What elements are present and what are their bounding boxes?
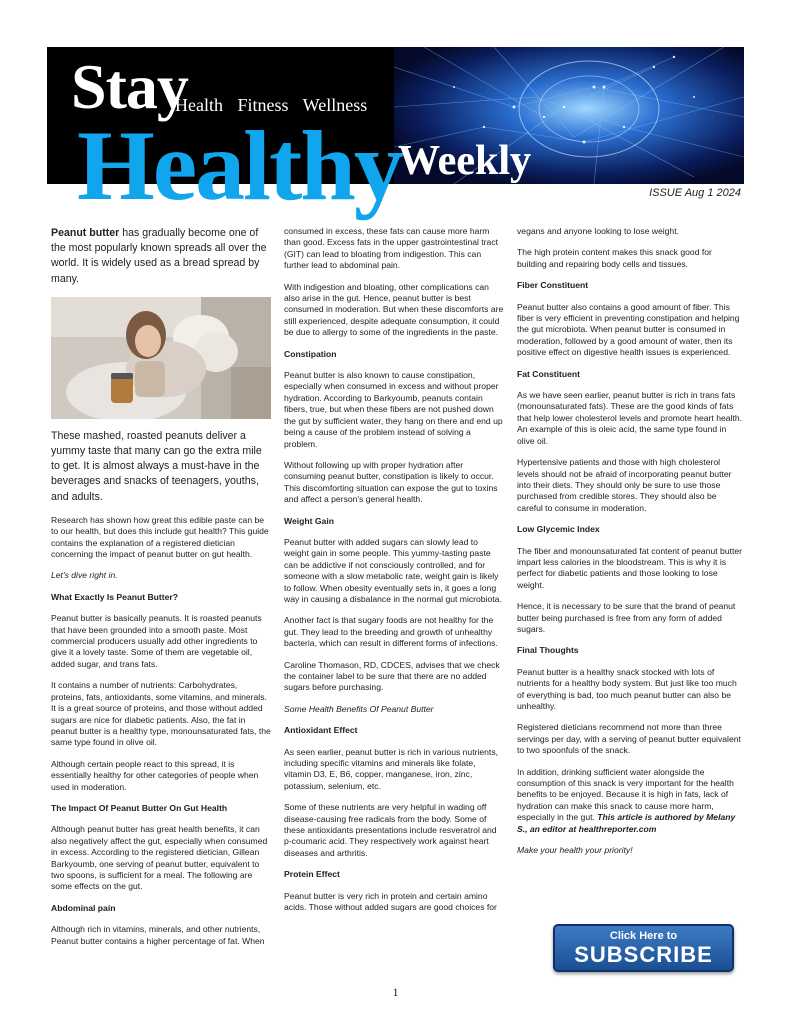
paragraph xyxy=(517,767,743,835)
paragraph: As we have seen earlier, peanut butter is rich in trans fats (monounsaturated fats). These are the good kinds of fats that help lower cholesterol levels and promote heart health. An example of this is oleic acid, the same type found in olive oil. xyxy=(517,390,743,446)
column-2 xyxy=(284,226,505,924)
subscribe-button[interactable] xyxy=(553,924,734,972)
paragraph: Hypertensive patients and those with high cholesterol levels should not be afraid of incorporating peanut butter into their diets. They should only be sure to use those purchased from credible stores. They should also be careful to consume in moderation. xyxy=(517,457,732,513)
paragraph: Peanut butter is very rich in protein and certain amino acids. Those without added sugars are good choices for xyxy=(284,890,497,913)
lead-paragraph xyxy=(51,226,272,287)
paragraph: With indigestion and bloating, other complications can also arise in the gut. Hence, peanut butter is best consumed in moderation. But when these discomforts are still experienced, despite adequate consumption, it could be due to allergy to some of the ingredients in the paste. xyxy=(284,281,504,338)
subscribe-line-1: Click Here to xyxy=(609,930,678,942)
paragraph: Another fact is that sugary foods are not healthy for the gut. They lead to the breeding and growth of unhealthy bacteria, which can result in different forms of infections. xyxy=(284,615,498,649)
section-heading: Fiber Constituent xyxy=(517,280,589,291)
section-heading: What Exactly Is Peanut Butter? xyxy=(51,591,179,602)
subheading-italic: Some Health Benefits Of Peanut Butter xyxy=(284,703,434,714)
lead-rest: has gradually become one of the most popularly known spreads all over the world. It is widely used as a bread spread by many. xyxy=(51,227,267,285)
closing-line: Make your health your priority! xyxy=(517,845,633,856)
lead-paragraph-2: These mashed, roasted peanuts deliver a yummy taste that many can go the extra mile to get. It is almost always a must-have in the beverages and snacks of teenagers, youths, and adults. xyxy=(51,429,262,503)
paragraph: Registered dieticians recommend not more than three servings per day, with a serving of peanut butter equivalent to two spoonfuls of the snack. xyxy=(517,722,741,756)
paragraph: Peanut butter is a healthy snack stocked with lots of nutrients for a healthy body system. But just like too much of everything is bad, too much peanut butter can also be unhealthy. xyxy=(517,666,737,711)
paragraph: Peanut butter is also known to cause constipation, especially when consumed in excess and without proper hydration. According to Barkyoumb, peanuts contain fibers, true, but when these fibers are not pushed down the gut by sufficient water, they hang on there and end up being a cause of the problem instead of solving a problem. xyxy=(284,370,503,449)
paragraph: Without following up with proper hydration after consuming peanut butter, constipation is likely to occur. This discomforting situation can expose the gut to toxins and affect a person's general health. xyxy=(284,459,498,505)
section-heading: Antioxidant Effect xyxy=(284,725,358,736)
paragraph: Peanut butter also contains a good amount of fiber. This fiber is very efficient in preventing constipation and helping the gut microbiota. When peanut butter is consumed in moderation, followed by a good amount of water, then its positive effect on digestive health issues is experienced. xyxy=(517,301,740,358)
paragraph: Although rich in vitamins, minerals, and other nutrients, Peanut butter contains a higher percentage of fat. When xyxy=(51,924,265,946)
paragraph: It contains a number of nutrients: Carbohydrates, proteins, fats, antioxidants, some vitamins, and minerals. It is a great source of proteins, and those without added sugars are nice for diabetic patients. Also, the fat in peanut butter is a healthy type, monounsaturated fats, the same type found in olive oil. xyxy=(51,680,271,748)
section-heading: Fat Constituent xyxy=(517,368,581,379)
paragraph: The high protein content makes this snack good for building and repairing body cells and tissues. xyxy=(517,247,712,269)
paragraph-italic: Let's dive right in. xyxy=(51,570,118,581)
section-heading: Low Glycemic Index xyxy=(517,524,600,535)
author-credit: This article is authored by Melany S., an editor at healthreporter.com xyxy=(517,812,736,834)
paragraph: As seen earlier, peanut butter is rich in various nutrients, including specific vitamins and minerals like folate, vitamin D3, E, B6, copper, manganese, iron, zinc, potassium, selenium, etc. xyxy=(284,746,498,791)
paragraph: Some of these nutrients are very helpful in wading off disease-causing free radicals from the body. Some of these antioxidants presentations include resveratrol and p-coumaric acid. They respectively work against heart diseases and arthritis. xyxy=(284,802,497,858)
subscribe-line-2: SUBSCRIBE xyxy=(574,942,713,967)
paragraph: consumed in excess, these fats can cause more harm than good. Excess fats in the upper gastrointestinal tract (GIT) can lead to bloating from indigestion. This can further lead to abdominal pain. xyxy=(284,226,499,271)
section-heading: Protein Effect xyxy=(284,869,340,880)
column-3 xyxy=(517,226,743,866)
masthead-weekly: Weekly xyxy=(398,138,531,184)
lead-bold: Peanut butter xyxy=(51,227,120,239)
section-heading: The Impact Of Peanut Butter On Gut Health xyxy=(51,802,228,813)
column-1 xyxy=(51,226,272,957)
paragraph: Although peanut butter has great health benefits, it can also negatively affect the gut, especially when consumed in excess. According to the registered dietician, Gillean Barkyoumb, one serving of peanut butter, equivalent to two spoons, is sufficient for a meal. The following are some effects on the gut. xyxy=(51,824,268,892)
section-heading: Constipation xyxy=(284,348,337,359)
paragraph: Hence, it is necessary to be sure that the brand of peanut butter being purchased is free from any form of added sugars. xyxy=(517,601,736,634)
section-heading: Abdominal pain xyxy=(51,902,116,913)
woman-eating-peanut-butter-photo xyxy=(51,297,271,419)
section-heading: Final Thoughts xyxy=(517,645,579,656)
masthead-stay: Stay xyxy=(71,51,188,122)
paragraph: Caroline Thomason, RD, CDCES, advises that we check the container label to be sure that there are no added sugars before purchasing. xyxy=(284,659,500,693)
paragraph: Although certain people react to this spread, it is essentially healthy for other categories of people when used in moderation. xyxy=(51,758,259,792)
paragraph-text: In addition, drinking sufficient water alongside the consumption of this snack is very important for the health benefits to be enjoyed. Because it is high in fats, lack of hydration can make this snack to cause more harm, especially in the gut. xyxy=(517,766,734,823)
masthead-healthy: Healthy xyxy=(77,110,402,221)
paragraph: Peanut butter with added sugars can slowly lead to weight gain in some people. This yummy-tasting paste can be addictive if not consciously controlled, and for someone with a slow metabolic rate, weight gain is likely to follow. When obesity eventually sets in, it goes a long way in causing a disbalance in the normal gut microbiota. xyxy=(284,536,502,604)
paragraph: Peanut butter is basically peanuts. It is roasted peanuts that have been grounded into a smooth paste. Most commercial producers usually add other ingredients to give it a lovely taste. Some of them are vegetable oil, added sugar, and trans fats. xyxy=(51,613,262,669)
masthead-tagline: Health Fitness Wellness xyxy=(175,95,368,115)
section-heading: Weight Gain xyxy=(284,515,334,526)
paragraph: The fiber and monounsaturated fat content of peanut butter impart less calories in the bloodstream. This is why it is perfect for diabetic patients and those looking to lose weight. xyxy=(517,545,743,590)
issue-date: ISSUE Aug 1 2024 xyxy=(649,187,741,199)
paragraph: vegans and anyone looking to lose weight. xyxy=(517,226,679,236)
paragraph: Research has shown how great this edible paste can be to our health, but does this include gut health? This guide contains the explanation of a registered dietician concerning the impact of peanut butter on gut health. xyxy=(51,514,269,560)
page-number: 1 xyxy=(392,985,399,999)
